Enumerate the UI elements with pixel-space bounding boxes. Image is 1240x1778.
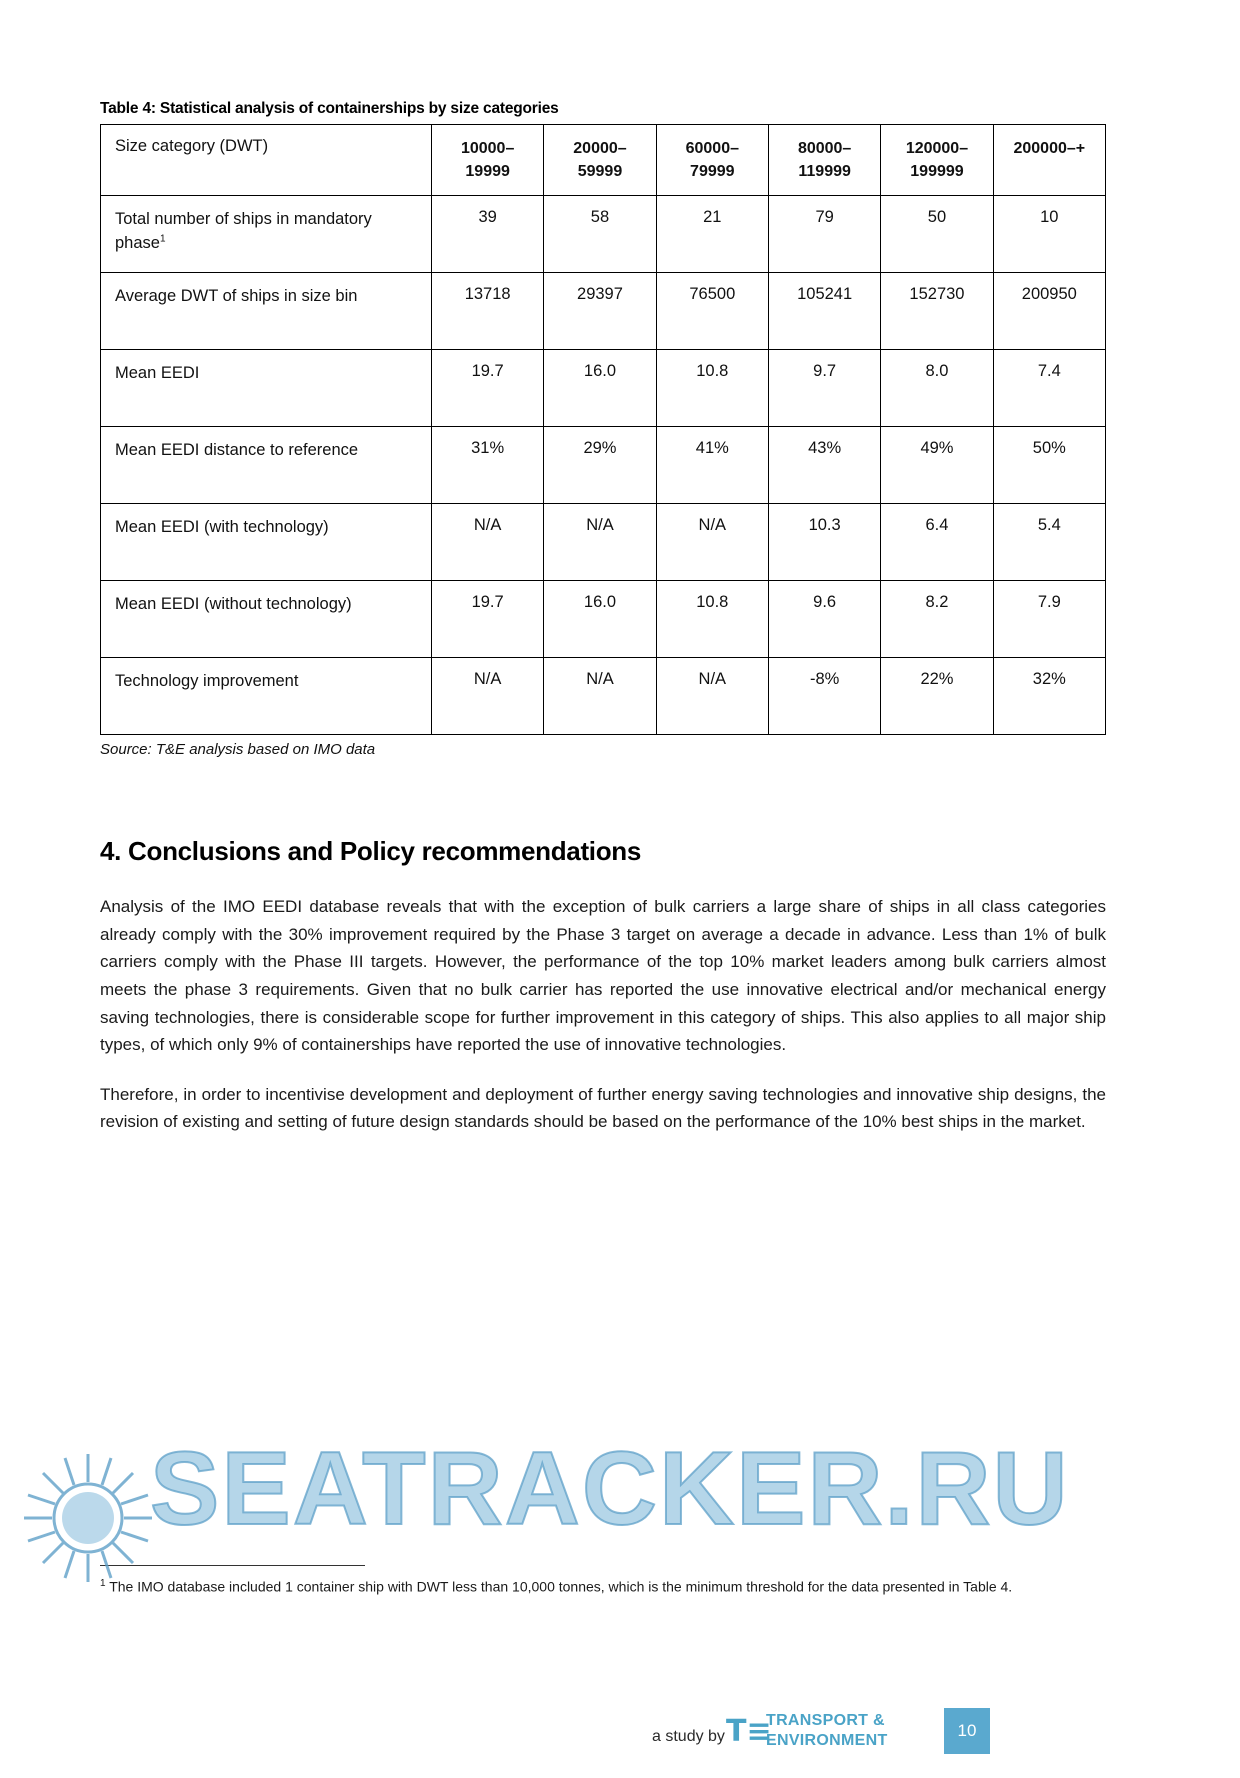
footnote-area xyxy=(100,1565,1106,1598)
table-row xyxy=(101,273,1106,350)
table-row xyxy=(101,427,1106,504)
table-row-label xyxy=(101,196,432,273)
table-cell: 9.7 xyxy=(768,350,880,427)
table-cell: 200950 xyxy=(993,273,1105,350)
table-cell: N/A xyxy=(656,658,768,735)
table-cell: 22% xyxy=(881,658,993,735)
table-cell: 79 xyxy=(768,196,880,273)
table-header-cell-3: 60000–79999 xyxy=(656,125,768,196)
te-mark-icon: T≡ xyxy=(726,1714,772,1749)
table-cell: 10.3 xyxy=(768,504,880,581)
table-row-label: Average DWT of ships in size bin xyxy=(101,273,432,350)
table-row xyxy=(101,504,1106,581)
table-cell: 10.8 xyxy=(656,581,768,658)
table-cell: 7.9 xyxy=(993,581,1105,658)
table-cell: N/A xyxy=(656,504,768,581)
table-row-label: Technology improvement xyxy=(101,658,432,735)
table-source-note: Source: T&E analysis based on IMO data xyxy=(100,741,376,759)
table-cell: 9.6 xyxy=(768,581,880,658)
row-label-text: Total number of ships in mandatory phase xyxy=(115,210,372,253)
table-cell: 49% xyxy=(881,427,993,504)
transport-environment-logo xyxy=(726,1710,936,1756)
footnote-marker: 1 xyxy=(100,1578,106,1589)
table-cell: N/A xyxy=(431,658,543,735)
table-cell: 21 xyxy=(656,196,768,273)
table-cell: 50% xyxy=(993,427,1105,504)
table-header-cell-0: Size category (DWT) xyxy=(101,125,432,196)
logo-line-1: TRANSPORT & xyxy=(766,1712,885,1729)
body-paragraph-1: Analysis of the IMO EEDI database reveals that with the exception of bulk carriers a large share of ships in all class categories already comply with the 30% improvement required by the Phase 3 target on average a decade in advance. Less than 1% of bulk carriers comply with the Phase III targets. However, the performance of the top 10% market leaders among bulk carriers almost meets the phase 3 requirements. Given that no bulk carrier has reported the use innovative electrical and/or mechanical energy saving technologies, there is considerable scope for further improvement in this category of ships. This also applies to all major ship types, of which only 9% of containerships have reported the use of innovative technologies. xyxy=(100,897,1106,1055)
table-cell: 58 xyxy=(544,196,656,273)
table-cell: 6.4 xyxy=(881,504,993,581)
table-cell: 43% xyxy=(768,427,880,504)
table-cell: 19.7 xyxy=(431,350,543,427)
footnote-text xyxy=(100,1576,1106,1598)
table-row-label: Mean EEDI xyxy=(101,350,432,427)
table-cell: 16.0 xyxy=(544,581,656,658)
body-paragraph-2: Therefore, in order to incentivise development and deployment of further energy saving technologies and innovative ship designs, the revision of existing and setting of future design standards should be based on the performance of the 10% best ships in the market. xyxy=(100,1084,1106,1132)
table-row-label: Mean EEDI distance to reference xyxy=(101,427,432,504)
table-row xyxy=(101,581,1106,658)
table-cell: N/A xyxy=(544,658,656,735)
table-cell: 19.7 xyxy=(431,581,543,658)
table-header-cell-1: 10000–19999 xyxy=(431,125,543,196)
watermark-text: SEATRACKER.RU xyxy=(150,1431,1070,1547)
statistics-table xyxy=(100,124,1106,735)
table-header-cell-5: 120000–199999 xyxy=(881,125,993,196)
table-cell: 76500 xyxy=(656,273,768,350)
table-cell: 13718 xyxy=(431,273,543,350)
footnote-marker: 1 xyxy=(159,233,166,245)
table-cell: 50 xyxy=(881,196,993,273)
table-cell: N/A xyxy=(431,504,543,581)
table-cell: 41% xyxy=(656,427,768,504)
table-cell: 10 xyxy=(993,196,1105,273)
table-cell: 32% xyxy=(993,658,1105,735)
table-cell: 8.2 xyxy=(881,581,993,658)
footnote-divider xyxy=(100,1565,365,1566)
section-heading: 4. Conclusions and Policy recommendations xyxy=(100,836,642,867)
study-by-label: a study by xyxy=(652,1728,725,1745)
table-row xyxy=(101,350,1106,427)
table-row-label: Mean EEDI (with technology) xyxy=(101,504,432,581)
table-cell: 152730 xyxy=(881,273,993,350)
footnote-body: The IMO database included 1 container ship with DWT less than 10,000 tonnes, which is the minimum threshold for the data presented in Table 4. xyxy=(109,1578,1013,1595)
table-cell: 29397 xyxy=(544,273,656,350)
table-header-cell-2: 20000–59999 xyxy=(544,125,656,196)
page-content xyxy=(100,100,1106,1158)
table-cell: 31% xyxy=(431,427,543,504)
table-row-label: Mean EEDI (without technology) xyxy=(101,581,432,658)
table-cell: N/A xyxy=(544,504,656,581)
table-header-row xyxy=(101,125,1106,196)
table-cell: 16.0 xyxy=(544,350,656,427)
table-cell: 29% xyxy=(544,427,656,504)
table-cell: 7.4 xyxy=(993,350,1105,427)
table-cell: -8% xyxy=(768,658,880,735)
page-number-badge: 10 xyxy=(944,1708,990,1754)
page-footer xyxy=(0,1690,1240,1778)
table-row xyxy=(101,196,1106,273)
table-header-cell-4: 80000–119999 xyxy=(768,125,880,196)
logo-line-2: ENVIRONMENT xyxy=(766,1732,888,1749)
table-caption: Table 4: Statistical analysis of containerships by size categories xyxy=(100,100,559,117)
table-header-cell-6: 200000–+ xyxy=(993,125,1105,196)
table-cell: 5.4 xyxy=(993,504,1105,581)
table-cell: 105241 xyxy=(768,273,880,350)
table-cell: 8.0 xyxy=(881,350,993,427)
table-cell: 10.8 xyxy=(656,350,768,427)
table-row xyxy=(101,658,1106,735)
table-cell: 39 xyxy=(431,196,543,273)
